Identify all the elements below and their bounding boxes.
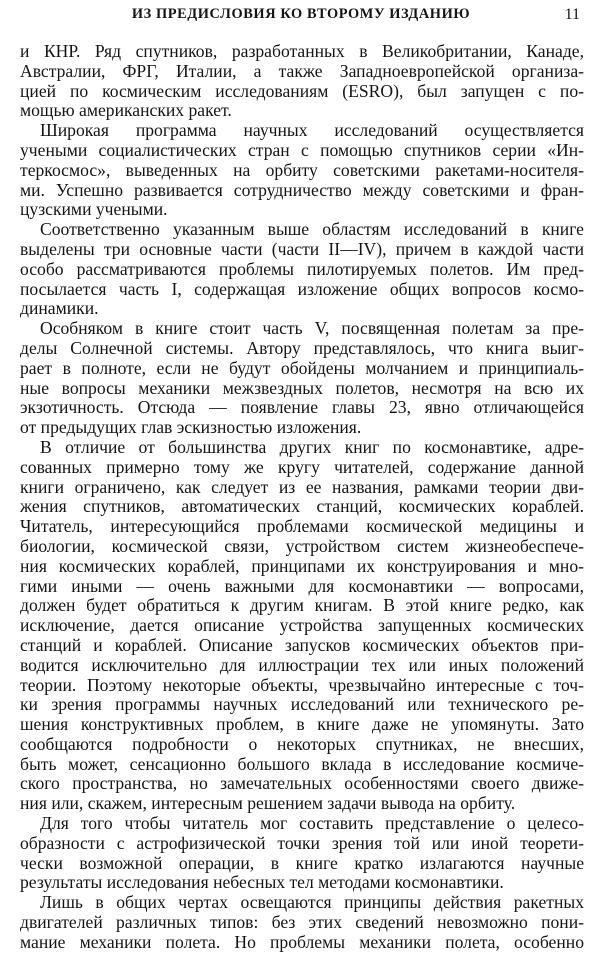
text-line: ского пространства, но замечательных особенностями своего движе- xyxy=(20,773,584,794)
text-line: исключение, дается описание устройства запущенных космических xyxy=(20,615,584,636)
text-line: Широкая программа научных исследований осуществляется xyxy=(40,120,584,141)
text-line: выделены три основные части (части II—IV), причем в каждой части xyxy=(20,238,584,259)
page-number: 11 xyxy=(564,6,580,23)
text-line: Особняком в книге стоит часть V, посвященная полетам за пре- xyxy=(40,318,584,339)
text-line: сованных примерно тому же кругу читателей, содержание данной xyxy=(20,456,584,477)
text-line: рает в полноте, если не будут обойдены молчанием и принципиаль- xyxy=(20,357,584,378)
page-header xyxy=(18,6,584,32)
text-line: жения спутников, автоматических станций, космических кораблей. xyxy=(20,496,584,517)
text-line: теркосмос», выведенных на орбиту советскими ракетами-носителя- xyxy=(20,159,584,180)
text-line: от предыдущих глав эскизностью изложения. xyxy=(20,417,362,438)
text-line: ми. Успешно развивается сотрудничество между советскими и фран- xyxy=(20,179,584,200)
text-line: ния или, скажем, интересным решением задачи вывода на орбиту. xyxy=(20,793,516,814)
text-line: водится исключительно для иллюстрации тех или иных положений xyxy=(20,654,584,675)
text-line: ния космических кораблей, принципами их конструирования и мно- xyxy=(20,555,584,576)
text-line: чески возможной операции, в книге кратко излагаются научные xyxy=(20,852,584,873)
text-line: должен будет обратиться к другим книгам. В этой книге редко, как xyxy=(20,595,584,616)
text-line: книги ограничено, как следует из ее названия, рамками теории дви- xyxy=(20,476,584,497)
text-line: Для того чтобы читатель мог составить представление о целесо- xyxy=(40,813,584,834)
text-line: Лишь в общих чертах освещаются принципы действия ракетных xyxy=(40,892,584,913)
text-line: посылается часть I, содержащая изложение общих вопросов космо- xyxy=(20,278,584,299)
text-line: цией по космическим исследованиям (ESRO), был запущен с по- xyxy=(20,80,584,101)
text-line: В отличие от большинства других книг по космонавтике, адре- xyxy=(40,436,584,457)
text-line: Соответственно указанным выше областям исследований в книге xyxy=(40,219,584,240)
text-line: ные вопросы механики межзвездных полетов, несмотря на всю их xyxy=(20,377,584,398)
running-title: ИЗ ПРЕДИСЛОВИЯ КО ВТОРОМУ ИЗДАНИЮ xyxy=(131,6,471,22)
text-line: теории. Поэтому некоторые объекты, чрезвычайно интересные с точ- xyxy=(20,674,584,695)
text-line: цузскими учеными. xyxy=(20,199,168,220)
text-line: Читатель, интересующийся проблемами космической медицины и xyxy=(20,516,584,537)
text-line: делы Солнечной системы. Автору представлялось, что книга выиг- xyxy=(20,337,584,358)
text-line: образности с астрофизической точки зрения той или иной теорети- xyxy=(20,832,584,853)
text-line: ки зрения программы научных исследований или технического ре- xyxy=(20,694,584,715)
text-line: и КНР. Ряд спутников, разработанных в Великобритании, Канаде, xyxy=(20,41,584,61)
text-line: учеными социалистических стран с помощью спутников серии «Ин- xyxy=(20,139,584,160)
body-text xyxy=(20,42,584,953)
text-line: шения конструктивных проблем, в книге даже не упомянуты. Зато xyxy=(20,714,584,735)
text-line: двигателей различных типов: без этих сведений невозможно пони- xyxy=(20,912,584,933)
text-line: быть может, сенсационно большого вклада в исследование космиче- xyxy=(20,753,584,774)
text-line: мощью американских ракет. xyxy=(20,100,232,121)
text-line: особо рассматриваются проблемы пилотируемых полетов. Им пред- xyxy=(20,258,584,279)
text-line: биологии, космической связи, устройством систем жизнеобеспече- xyxy=(20,535,584,556)
text-line: Австралии, ФРГ, Италии, а также Западноевропейской организа- xyxy=(20,60,584,81)
text-line: экзотичность. Отсюда — появление главы 23, явно отличающейся xyxy=(20,397,584,418)
text-line: станций и кораблей. Описание запусков космических объектов при- xyxy=(20,634,584,655)
text-line: гими иными — очень важными для космонавтики — вопросами, xyxy=(20,575,584,596)
text-line: сообщаются подробности о некоторых спутниках, не внесших, xyxy=(20,733,584,754)
text-line: динамики. xyxy=(20,298,99,319)
text-line: результаты исследования небесных тел методами космонавтики. xyxy=(20,872,504,893)
text-line: мание механики полета. Но проблемы механики полета, особенно xyxy=(20,931,584,952)
